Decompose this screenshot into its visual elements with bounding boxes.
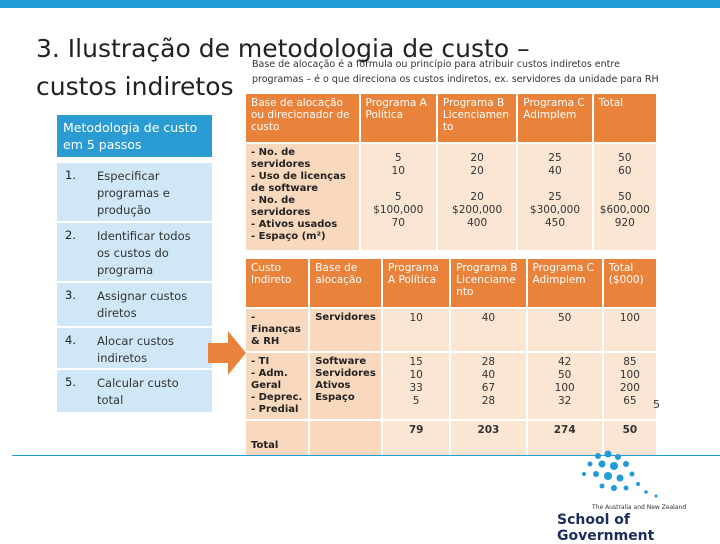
table-header-cell: Programa C Adimplem xyxy=(528,259,602,307)
table-cell: 10 xyxy=(383,309,449,351)
logo-subtext: The Australia and New Zealand xyxy=(592,504,687,511)
arrow-right-icon xyxy=(208,331,248,375)
table-header-cell: Programa B Licenciame nto xyxy=(451,259,525,307)
table-row xyxy=(246,144,656,250)
table-cell: 85 100 200 65 xyxy=(604,353,656,419)
step-number: 3. xyxy=(65,288,76,302)
table-cell-label: - TI - Adm. Geral - Deprec. - Predial xyxy=(246,353,308,419)
table-cell: 28 40 67 28 xyxy=(451,353,525,419)
table-header-row xyxy=(246,94,656,142)
top-accent-bar xyxy=(0,0,720,8)
step-3 xyxy=(57,283,212,326)
table-header-cell: Base de alocação xyxy=(310,259,381,307)
methodology-header: Metodologia de custo em 5 passos xyxy=(57,115,212,157)
table-cell: 42 50 100 32 xyxy=(528,353,602,419)
step-number: 5. xyxy=(65,375,76,389)
table-cell: 5 10 5 $100,000 70 xyxy=(361,144,436,250)
table-header-cell: Custo Indireto xyxy=(246,259,308,307)
step-number: 1. xyxy=(65,168,76,182)
table-cell-base: Software Servidores Ativos Espaço xyxy=(310,353,381,419)
table-cell: 15 10 33 5 xyxy=(383,353,449,419)
table-header-row xyxy=(246,259,656,307)
stray-digit: 5 xyxy=(653,398,660,411)
table-header-cell: Total ($000) xyxy=(604,259,656,307)
step-text: Assignar custos diretos xyxy=(97,289,188,320)
table-cell: 100 xyxy=(604,309,656,351)
step-text: Identificar todos os custos do programa xyxy=(97,229,191,277)
school-logo-icon xyxy=(560,448,710,508)
step-text: Especificar programas e produção xyxy=(97,169,170,217)
step-2 xyxy=(57,223,212,281)
step-number: 2. xyxy=(65,228,76,242)
table-cell: 20 20 20 $200,000 400 xyxy=(438,144,516,250)
table-header-cell: Programa A Política xyxy=(361,94,436,142)
table-header-cell: Base de alocação ou direcionador de custo xyxy=(246,94,359,142)
table-header-cell: Programa C Adimplem xyxy=(518,94,591,142)
step-4 xyxy=(57,328,212,368)
table-cell-label: - Finanças & RH xyxy=(246,309,308,351)
table-header-cell: Programa B Licenciamen to xyxy=(438,94,516,142)
step-text: Calcular custo total xyxy=(97,376,179,407)
table-cell: 50 60 50 $600,000 920 xyxy=(594,144,656,250)
table-cell: 50 xyxy=(604,421,656,455)
table-cell: 274 xyxy=(528,421,602,455)
indirect-cost-table xyxy=(244,257,658,457)
subtitle: Base de alocação é a fórmula ou princípio para atribuir custos indiretos entre programas – é o que direciona os custos indiretos, ex. servidores da unidade para RH xyxy=(252,59,659,85)
step-number: 4. xyxy=(65,333,76,347)
table-row xyxy=(246,353,656,419)
table-cell: 50 xyxy=(528,309,602,351)
step-1 xyxy=(57,163,212,221)
table-header-cell: Total xyxy=(594,94,656,142)
table-header-cell: Programa A Política xyxy=(383,259,449,307)
table-cell-label: - No. de servidores - Uso de licenças de software - No. de servidores - Ativos usados - Espaço (m²) xyxy=(246,144,359,250)
table-cell: 25 40 25 $300,000 450 xyxy=(518,144,591,250)
step-5 xyxy=(57,370,212,412)
page-title: 3. Ilustração de metodologia de custo – custos indiretos xyxy=(36,34,530,101)
table-cell: 40 xyxy=(451,309,525,351)
table-row xyxy=(246,309,656,351)
table-cell: 79 xyxy=(383,421,449,455)
table-cell-base: Servidores xyxy=(310,309,381,351)
table-cell-label: Total xyxy=(246,421,308,455)
logo-text: School of Government xyxy=(557,512,655,544)
step-text: Alocar custos indiretos xyxy=(97,334,174,365)
allocation-base-table xyxy=(244,92,658,252)
table-cell: 203 xyxy=(451,421,525,455)
table-cell-base xyxy=(310,421,381,455)
